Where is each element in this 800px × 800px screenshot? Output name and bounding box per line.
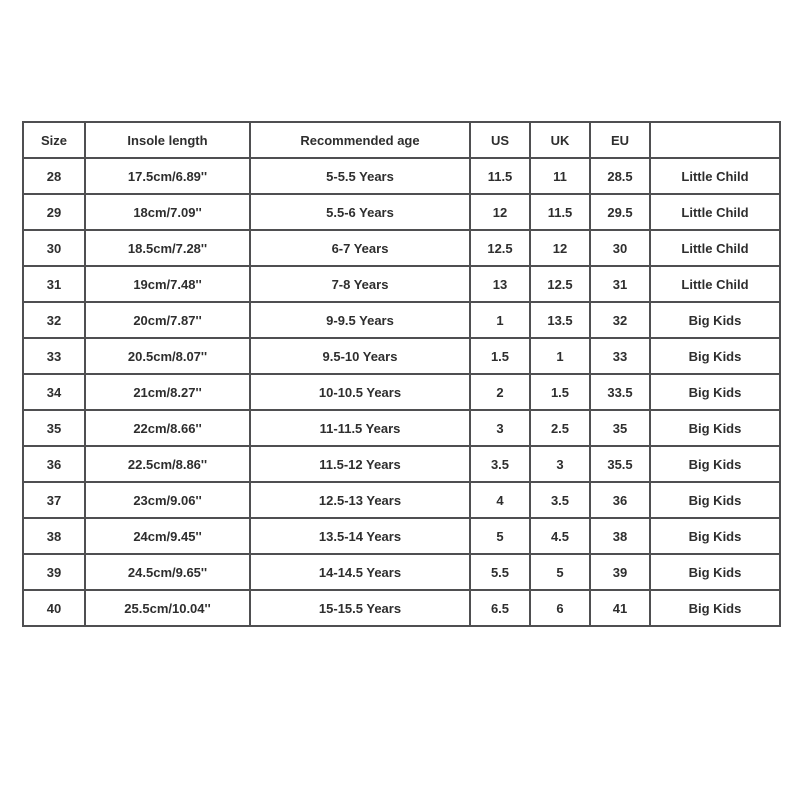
- header-cell-size: Size: [23, 122, 85, 158]
- table-cell: 29.5: [590, 194, 650, 230]
- table-cell: 24cm/9.45'': [85, 518, 250, 554]
- table-header: [23, 122, 780, 158]
- table-cell: 23cm/9.06'': [85, 482, 250, 518]
- table-cell: 11: [530, 158, 590, 194]
- table-cell: 25.5cm/10.04'': [85, 590, 250, 626]
- table-cell: 36: [23, 446, 85, 482]
- table-cell: Big Kids: [650, 554, 780, 590]
- header-cell-recommended-age: Recommended age: [250, 122, 470, 158]
- table-cell: 22cm/8.66'': [85, 410, 250, 446]
- table-cell: Little Child: [650, 230, 780, 266]
- table-cell: 33.5: [590, 374, 650, 410]
- table-cell: 9.5-10 Years: [250, 338, 470, 374]
- table-cell: 1: [470, 302, 530, 338]
- table-cell: 11.5: [530, 194, 590, 230]
- table-cell: 11.5-12 Years: [250, 446, 470, 482]
- table-cell: Big Kids: [650, 482, 780, 518]
- table-cell: 4: [470, 482, 530, 518]
- header-cell-category: [650, 122, 780, 158]
- table-cell: 20.5cm/8.07'': [85, 338, 250, 374]
- table-cell: 35: [23, 410, 85, 446]
- table-row: [23, 410, 780, 446]
- table-cell: 5.5-6 Years: [250, 194, 470, 230]
- header-cell-uk: UK: [530, 122, 590, 158]
- header-row: [23, 122, 780, 158]
- table-cell: 13: [470, 266, 530, 302]
- table-cell: 5.5: [470, 554, 530, 590]
- size-chart-table: [22, 121, 781, 627]
- table-cell: 37: [23, 482, 85, 518]
- table-row: [23, 482, 780, 518]
- table-cell: 18.5cm/7.28'': [85, 230, 250, 266]
- table-cell: 31: [590, 266, 650, 302]
- table-cell: 14-14.5 Years: [250, 554, 470, 590]
- table-row: [23, 302, 780, 338]
- table-cell: 1: [530, 338, 590, 374]
- table-cell: 5-5.5 Years: [250, 158, 470, 194]
- table-row: [23, 446, 780, 482]
- table-cell: 32: [23, 302, 85, 338]
- table-cell: 39: [590, 554, 650, 590]
- table-row: [23, 266, 780, 302]
- table-cell: 24.5cm/9.65'': [85, 554, 250, 590]
- table-cell: 12.5: [530, 266, 590, 302]
- table-cell: 19cm/7.48'': [85, 266, 250, 302]
- table-cell: 39: [23, 554, 85, 590]
- table-cell: Big Kids: [650, 410, 780, 446]
- table-body: [23, 158, 780, 626]
- table-cell: 12: [530, 230, 590, 266]
- table-row: [23, 518, 780, 554]
- table-cell: 34: [23, 374, 85, 410]
- table-cell: 35: [590, 410, 650, 446]
- table-row: [23, 158, 780, 194]
- table-cell: 11-11.5 Years: [250, 410, 470, 446]
- table-cell: 3.5: [470, 446, 530, 482]
- table-cell: 38: [23, 518, 85, 554]
- table-cell: 11.5: [470, 158, 530, 194]
- header-cell-insole-length: Insole length: [85, 122, 250, 158]
- table-cell: 13.5-14 Years: [250, 518, 470, 554]
- table-cell: 36: [590, 482, 650, 518]
- table-cell: 40: [23, 590, 85, 626]
- table-cell: 21cm/8.27'': [85, 374, 250, 410]
- table-cell: 41: [590, 590, 650, 626]
- table-cell: 5: [530, 554, 590, 590]
- table-cell: 10-10.5 Years: [250, 374, 470, 410]
- table-cell: Big Kids: [650, 338, 780, 374]
- table-cell: 18cm/7.09'': [85, 194, 250, 230]
- table-cell: 13.5: [530, 302, 590, 338]
- table-cell: 33: [590, 338, 650, 374]
- table-cell: 3.5: [530, 482, 590, 518]
- table-cell: 12: [470, 194, 530, 230]
- table-cell: Big Kids: [650, 518, 780, 554]
- table-row: [23, 374, 780, 410]
- table-cell: 29: [23, 194, 85, 230]
- table-row: [23, 338, 780, 374]
- table-cell: 28: [23, 158, 85, 194]
- table-cell: 33: [23, 338, 85, 374]
- table-cell: 1.5: [530, 374, 590, 410]
- table-row: [23, 230, 780, 266]
- table-cell: Little Child: [650, 194, 780, 230]
- table-cell: 5: [470, 518, 530, 554]
- table-cell: 35.5: [590, 446, 650, 482]
- table-cell: 12.5: [470, 230, 530, 266]
- table-cell: 31: [23, 266, 85, 302]
- table-cell: 4.5: [530, 518, 590, 554]
- table-cell: 6: [530, 590, 590, 626]
- table-cell: 2.5: [530, 410, 590, 446]
- table-cell: Big Kids: [650, 374, 780, 410]
- table-cell: 1.5: [470, 338, 530, 374]
- header-cell-us: US: [470, 122, 530, 158]
- table-cell: 3: [530, 446, 590, 482]
- table-cell: 12.5-13 Years: [250, 482, 470, 518]
- table-cell: 6-7 Years: [250, 230, 470, 266]
- table-cell: 15-15.5 Years: [250, 590, 470, 626]
- table-cell: Big Kids: [650, 446, 780, 482]
- table-row: [23, 554, 780, 590]
- table-cell: 32: [590, 302, 650, 338]
- table-cell: 30: [23, 230, 85, 266]
- table-cell: 2: [470, 374, 530, 410]
- table-cell: 7-8 Years: [250, 266, 470, 302]
- table-cell: 22.5cm/8.86'': [85, 446, 250, 482]
- table-cell: Little Child: [650, 266, 780, 302]
- table-cell: 9-9.5 Years: [250, 302, 470, 338]
- table-cell: 6.5: [470, 590, 530, 626]
- table-cell: 20cm/7.87'': [85, 302, 250, 338]
- table-row: [23, 194, 780, 230]
- table-cell: Big Kids: [650, 590, 780, 626]
- table-cell: 28.5: [590, 158, 650, 194]
- table-cell: Little Child: [650, 158, 780, 194]
- table-cell: Big Kids: [650, 302, 780, 338]
- table-cell: 3: [470, 410, 530, 446]
- table-row: [23, 590, 780, 626]
- table-cell: 38: [590, 518, 650, 554]
- table-cell: 17.5cm/6.89'': [85, 158, 250, 194]
- header-cell-eu: EU: [590, 122, 650, 158]
- table-cell: 30: [590, 230, 650, 266]
